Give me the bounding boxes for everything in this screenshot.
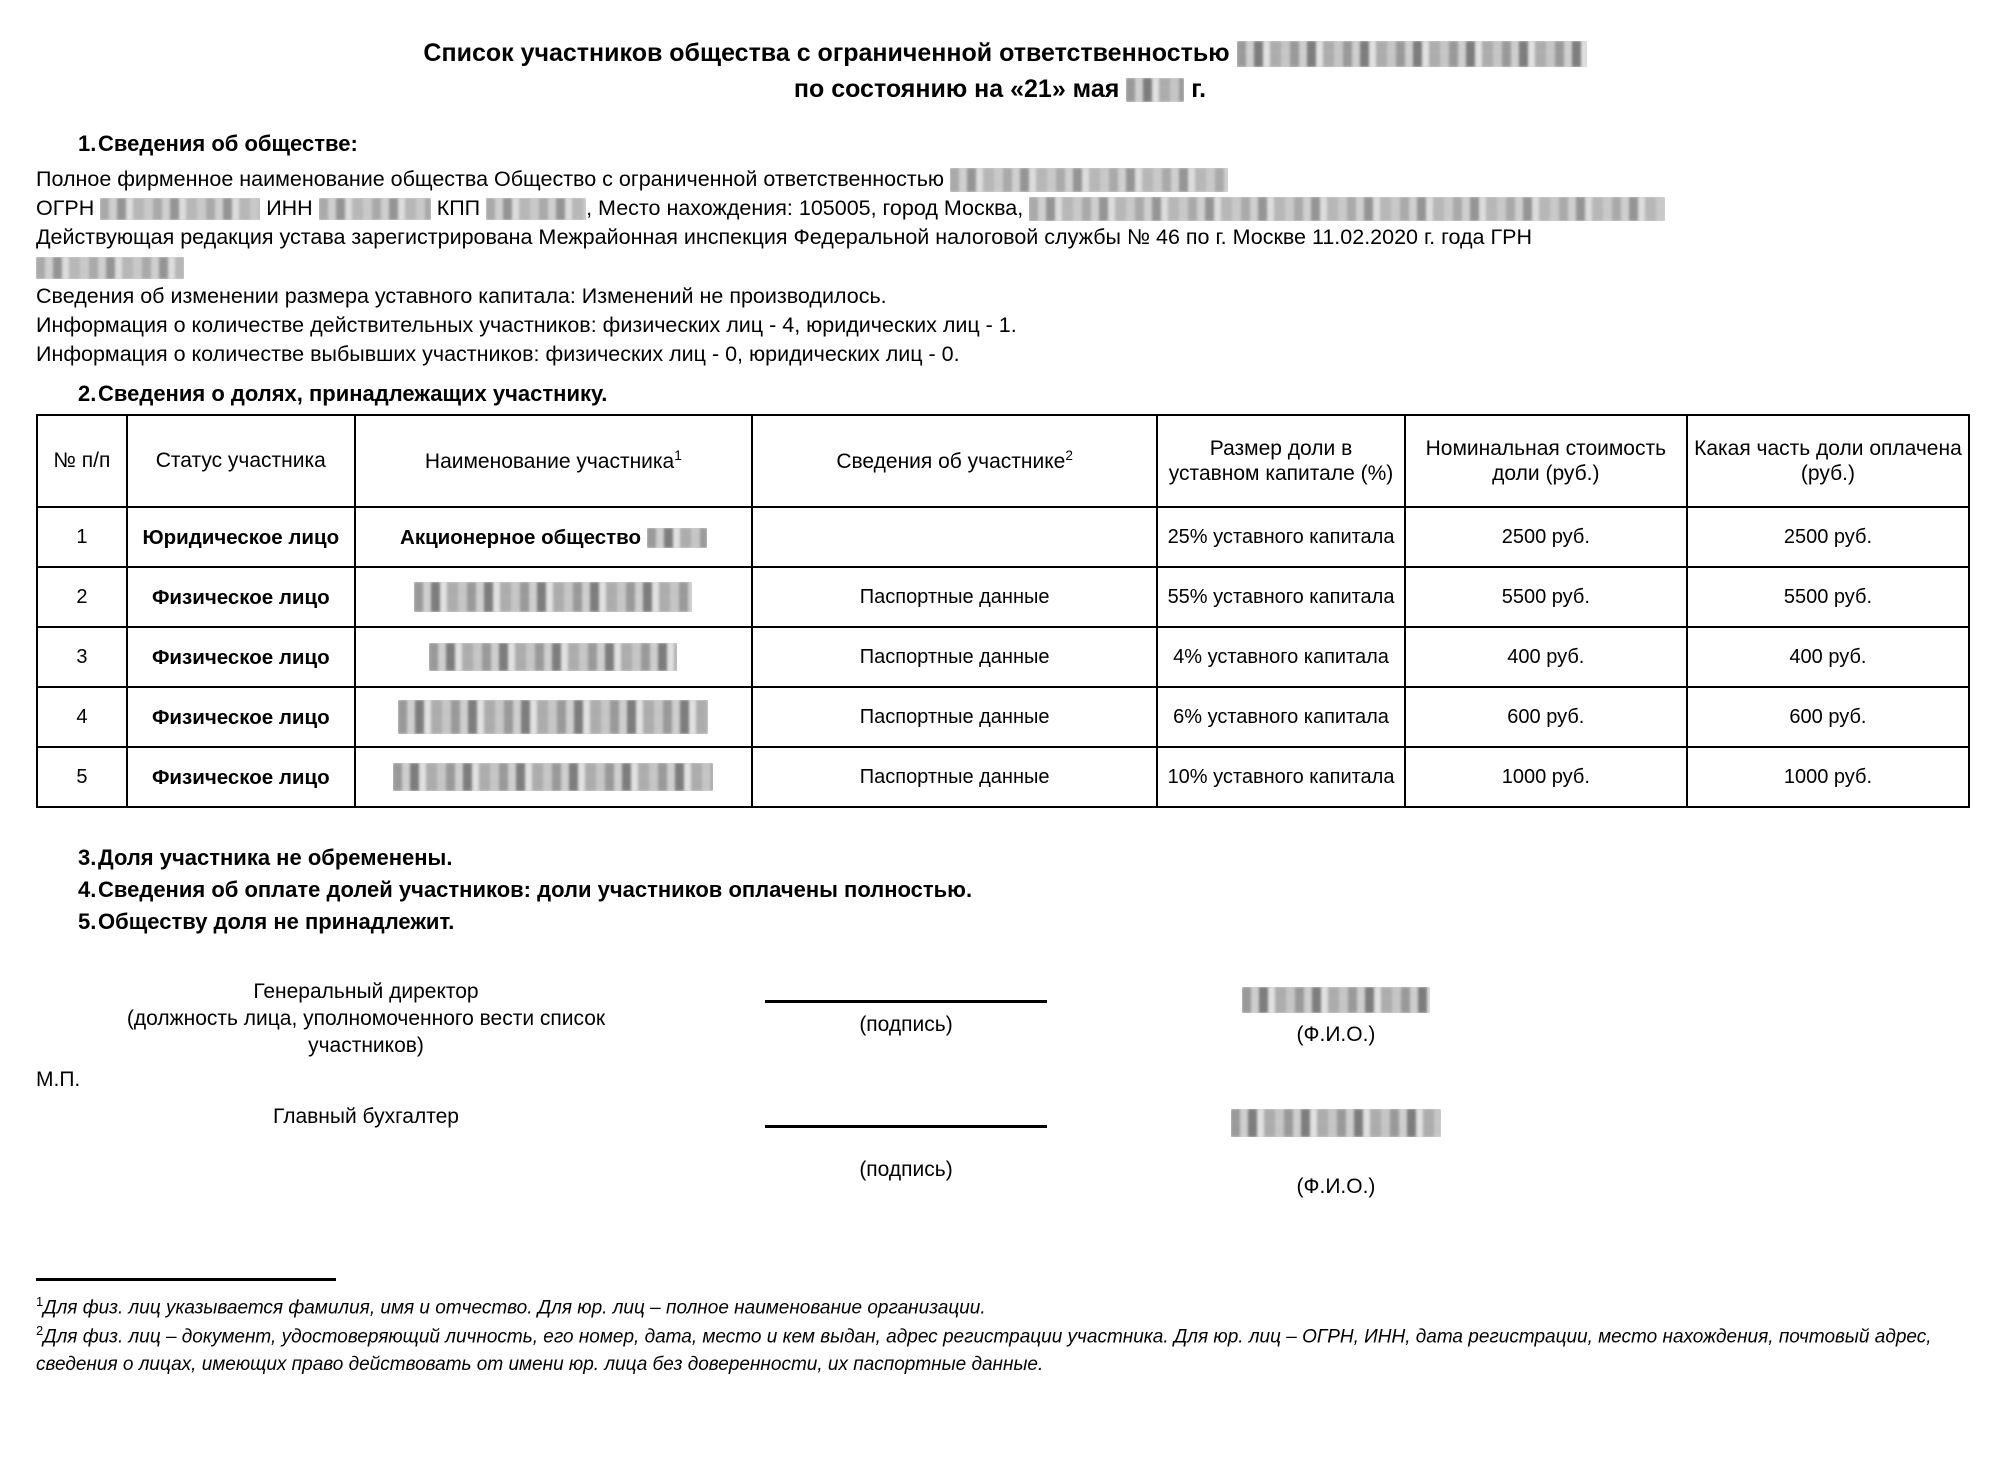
- redacted-director-name: [1242, 987, 1430, 1013]
- accountant-name-field: [1116, 1103, 1556, 1201]
- redacted-company-address: [1029, 197, 1665, 221]
- cell-name: [355, 747, 752, 807]
- redacted-participant-name: [398, 700, 708, 734]
- clause-5: [36, 906, 2000, 938]
- redacted-participant-name: [647, 528, 707, 548]
- director-signature-row: [36, 978, 2000, 1060]
- signature-block: [0, 978, 2000, 1201]
- clause-3-number: 3.: [78, 845, 97, 871]
- cell-nominal-value: 600 руб.: [1405, 687, 1687, 747]
- cell-nominal-value: 5500 руб.: [1405, 567, 1687, 627]
- cell-status: Физическое лицо: [127, 687, 355, 747]
- redacted-inn-value: [319, 198, 431, 220]
- section-2-heading: [0, 380, 2000, 409]
- footnote-2-marker: 2: [36, 1322, 44, 1338]
- redacted-ogrn-value: [100, 198, 260, 220]
- director-signature-caption: (подпись): [859, 1012, 953, 1036]
- director-subtitle-line-1: (должность лица, уполномоченного вести список: [126, 1007, 606, 1031]
- cell-share-size: 25% уставного капитала: [1157, 507, 1405, 567]
- director-name-field: [1116, 978, 1556, 1049]
- capital-change-line: Сведения об изменении размера уставного капитала: Изменений не производилось.: [36, 283, 887, 308]
- table-row: [37, 687, 1969, 747]
- table-row: [37, 567, 1969, 627]
- participants-table: [36, 414, 1970, 808]
- header-info-text: Сведения об участнике: [836, 449, 1066, 473]
- cell-name: [355, 507, 752, 567]
- header-info-footnote-marker: 2: [1065, 447, 1073, 463]
- ogrn-label: ОГРН: [36, 196, 95, 221]
- director-signature-field: [696, 978, 1116, 1038]
- cell-info: Паспортные данные: [752, 687, 1157, 747]
- header-nominal-value: Номинальная стоимость доли (руб.): [1405, 415, 1687, 507]
- withdrawn-participants-line: Информация о количестве выбывших участников: физических лиц - 0, юридических лиц - 0.: [36, 342, 960, 367]
- title-text-line-1: Список участников общества с ограниченной ответственностью: [423, 39, 1230, 67]
- redacted-participant-name: [429, 643, 677, 671]
- section-2-heading-text: Сведения о долях, принадлежащих участнику.: [98, 380, 608, 406]
- clause-5-text: Обществу доля не принадлежит.: [98, 908, 455, 934]
- footnote-1-text: Для физ. лиц указывается фамилия, имя и отчество. Для юр. лиц – полное наименование организации.: [43, 1297, 986, 1319]
- company-registry-line: [36, 194, 1970, 223]
- cell-status: Физическое лицо: [127, 627, 355, 687]
- footnote-2-text: Для физ. лиц – документ, удостоверяющий личность, его номер, дата, место и кем выдан, адрес регистрации участника. Для юр. лиц – ОГРН, ИНН, дата регистрации, место нахождения, почтовый адрес, сведения о лицах, имеющих право действовать от имени юр. лица без доверенности, их паспортные данные.: [36, 1326, 1932, 1375]
- redacted-company-name-title: [1237, 41, 1587, 67]
- inn-label: ИНН: [266, 196, 313, 221]
- redacted-participant-name: [393, 763, 713, 791]
- cell-nominal-value: 2500 руб.: [1405, 507, 1687, 567]
- cell-np: 3: [37, 627, 127, 687]
- footnotes-block: [36, 1278, 1966, 1378]
- section-1-number: 1.: [78, 131, 97, 156]
- cell-name: [355, 567, 752, 627]
- accountant-title-group: [36, 1103, 696, 1130]
- company-location-label: , Место нахождения: 105005, город Москва,: [586, 196, 1024, 221]
- section-2-number: 2.: [78, 380, 97, 406]
- table-body: [37, 507, 1969, 807]
- cell-share-size: 4% уставного капитала: [1157, 627, 1405, 687]
- table-row: [37, 747, 1969, 807]
- cell-np: 4: [37, 687, 127, 747]
- director-name-caption: (Ф.И.О.): [1296, 1023, 1376, 1047]
- header-name-footnote-marker: 1: [674, 447, 682, 463]
- redacted-kpp-value: [486, 198, 586, 220]
- cell-info: Паспортные данные: [752, 567, 1157, 627]
- cell-np: 2: [37, 567, 127, 627]
- stamp-mark: М.П.: [36, 1067, 81, 1091]
- cell-status: Физическое лицо: [127, 747, 355, 807]
- section-1-company-info: [0, 129, 2000, 370]
- accountant-signature-caption: (подпись): [859, 1158, 953, 1181]
- header-name-text: Наименование участника: [424, 449, 675, 473]
- cell-paid-amount: 600 руб.: [1687, 687, 1969, 747]
- clause-5-number: 5.: [78, 908, 97, 934]
- director-signature-line: [765, 1000, 1047, 1003]
- cell-paid-amount: 5500 руб.: [1687, 567, 1969, 627]
- header-info: [752, 415, 1157, 507]
- cell-paid-amount: 1000 руб.: [1687, 747, 1969, 807]
- cell-status: Физическое лицо: [127, 567, 355, 627]
- cell-info: Паспортные данные: [752, 627, 1157, 687]
- cell-np: 1: [37, 507, 127, 567]
- redacted-participant-name: [414, 582, 692, 612]
- redacted-company-name: [950, 168, 1228, 192]
- director-subtitle-line-2: участников): [308, 1034, 424, 1058]
- cell-share-size: 55% уставного капитала: [1157, 567, 1405, 627]
- footnote-1: [36, 1293, 1966, 1322]
- redacted-year-title: [1126, 78, 1184, 102]
- clause-4-number: 4.: [78, 877, 97, 903]
- accountant-name-caption: (Ф.И.О.): [1296, 1175, 1376, 1199]
- cell-nominal-value: 400 руб.: [1405, 627, 1687, 687]
- accountant-signature-field: [696, 1103, 1116, 1183]
- clause-4: [36, 874, 2000, 906]
- table-row: [37, 507, 1969, 567]
- cell-name: [355, 627, 752, 687]
- footnote-separator: [36, 1278, 336, 1281]
- footnote-2: [36, 1322, 1966, 1378]
- charter-registration-text: Действующая редакция устава зарегистрирована Межрайонная инспекция Федеральной налоговой службы № 46 по г. Москве 11.02.2020 г. года ГРН: [36, 225, 1532, 250]
- company-full-name-label: Полное фирменное наименование общества Общество с ограниченной ответственностью: [36, 166, 945, 191]
- cell-paid-amount: 2500 руб.: [1687, 507, 1969, 567]
- cell-info: Паспортные данные: [752, 747, 1157, 807]
- cell-name: [355, 687, 752, 747]
- section-1-heading: [36, 129, 1970, 159]
- redacted-grn-value: [36, 257, 184, 279]
- table-row: [37, 627, 1969, 687]
- table-header-row: [37, 415, 1969, 507]
- clause-4-text: Сведения об оплате долей участников: доли участников оплачены полностью.: [98, 877, 973, 903]
- accountant-signature-row: [36, 1103, 2000, 1201]
- cell-info: [752, 507, 1157, 567]
- cell-paid-amount: 400 руб.: [1687, 627, 1969, 687]
- company-full-name-line: [36, 165, 1970, 194]
- redacted-accountant-name: [1231, 1109, 1441, 1137]
- footnote-1-marker: 1: [36, 1294, 44, 1309]
- cell-name-text: Акционерное общество: [400, 525, 642, 549]
- header-paid-amount: Какая часть доли оплачена (руб.): [1687, 415, 1969, 507]
- clause-3: [36, 842, 2000, 874]
- kpp-label: КПП: [436, 196, 481, 221]
- cell-share-size: 6% уставного капитала: [1157, 687, 1405, 747]
- title-text-line-2: по состоянию на «21» мая: [793, 74, 1120, 103]
- clause-3-text: Доля участника не обременены.: [98, 845, 453, 871]
- cell-status: Юридическое лицо: [127, 507, 355, 567]
- cell-nominal-value: 1000 руб.: [1405, 747, 1687, 807]
- page-title: [0, 0, 2000, 107]
- header-share-size: Размер доли в уставном капитале (%): [1157, 415, 1405, 507]
- section-1-heading-text: Сведения об обществе:: [98, 131, 358, 156]
- director-title-group: [36, 978, 696, 1060]
- header-status: Статус участника: [127, 415, 355, 507]
- document-clauses: [0, 842, 2000, 938]
- cell-np: 5: [37, 747, 127, 807]
- charter-registration-line: [36, 223, 1970, 281]
- cell-share-size: 10% уставного капитала: [1157, 747, 1405, 807]
- header-np: № п/п: [37, 415, 127, 507]
- accountant-signature-line: [765, 1125, 1047, 1128]
- accountant-title: Главный бухгалтер: [273, 1105, 459, 1128]
- title-year-suffix: г.: [1191, 74, 1207, 103]
- director-title: Генеральный директор: [253, 979, 479, 1003]
- active-participants-line: Информация о количестве действительных участников: физических лиц - 4, юридических лиц - 1.: [36, 313, 1017, 338]
- header-name: [355, 415, 752, 507]
